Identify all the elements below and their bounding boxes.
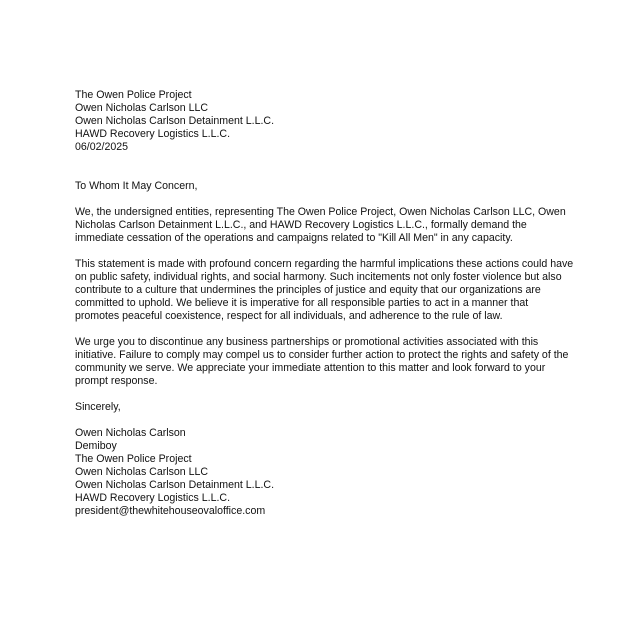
body-paragraph-3: We urge you to discontinue any business partnerships or promotional activities associated with this initiative. Failure to comply may compel us to consider further action to protect the rights and safety of the community we serve. We appreciate your immediate attention to this matter and look forward to your prompt response.: [75, 336, 569, 387]
signature-name: Owen Nicholas Carlson: [75, 427, 186, 439]
letter-header: [75, 89, 575, 154]
signature-detainment: Owen Nicholas Carlson Detainment L.L.C.: [75, 479, 275, 491]
header-line-organization: The Owen Police Project: [75, 89, 192, 101]
header-line-company: Owen Nicholas Carlson LLC: [75, 102, 209, 114]
closing: Sincerely,: [75, 401, 121, 413]
salutation: To Whom It May Concern,: [75, 180, 198, 192]
header-line-detainment: Owen Nicholas Carlson Detainment L.L.C.: [75, 115, 275, 127]
header-date: 06/02/2025: [75, 141, 129, 153]
signature-company: Owen Nicholas Carlson LLC: [75, 466, 209, 478]
letter-page: [75, 89, 575, 518]
signature-recovery: HAWD Recovery Logistics L.L.C.: [75, 492, 231, 504]
header-line-recovery: HAWD Recovery Logistics L.L.C.: [75, 128, 231, 140]
signature-email: president@thewhitehouseovaloffice.com: [75, 505, 266, 517]
signature-block: [75, 427, 575, 518]
signature-identity: Demiboy: [75, 440, 117, 452]
body-paragraph-2: This statement is made with profound concern regarding the harmful implications these actions could have on public safety, individual rights, and social harmony. Such incitements not only foster violence but also contribute to a culture that undermines the principles of justice and equity that our organizations are committed to uphold. We believe it is imperative for all responsible parties to act in a manner that promotes peaceful coexistence, respect for all individuals, and adherence to the rule of law.: [75, 258, 574, 322]
signature-organization: The Owen Police Project: [75, 453, 192, 465]
body-paragraph-1: We, the undersigned entities, representing The Owen Police Project, Owen Nicholas Carlson LLC, Owen Nicholas Carlson Detainment L.L.C., and HAWD Recovery Logistics L.L.C., formally demand the immediate cessation of the operations and campaigns related to "Kill All Men" in any capacity.: [75, 206, 566, 244]
